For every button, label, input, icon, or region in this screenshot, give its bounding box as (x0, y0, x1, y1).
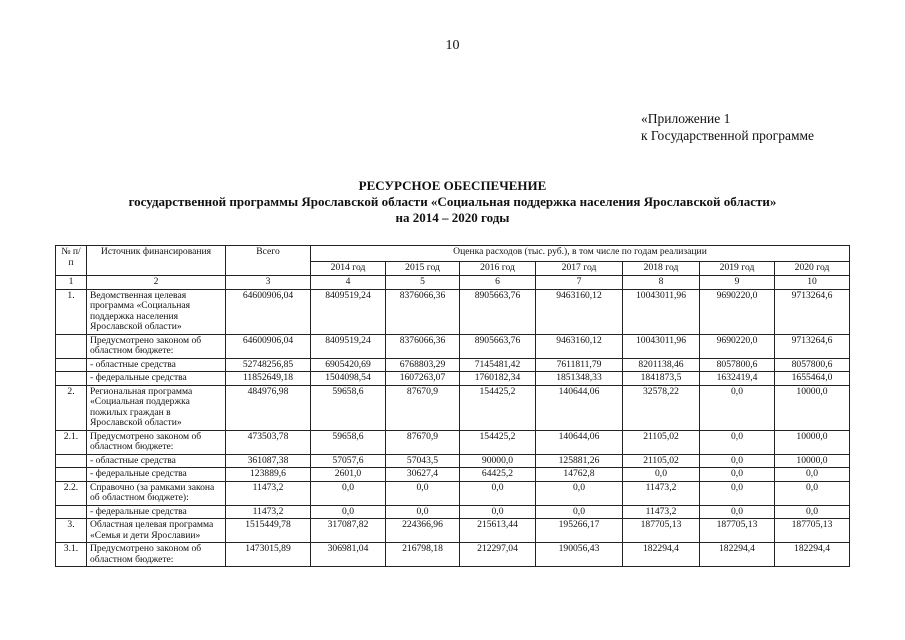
row-number: 3.1. (56, 543, 87, 567)
row-value: 0,0 (386, 481, 460, 505)
row-value: 32578,22 (623, 385, 700, 430)
row-number: 2. (56, 385, 87, 430)
row-value: 8201138,46 (623, 358, 700, 372)
row-value: 0,0 (700, 481, 775, 505)
column-index: 5 (386, 276, 460, 290)
row-value: 10043011,96 (623, 289, 700, 334)
table-row (56, 385, 850, 430)
row-value: 1504098,54 (311, 372, 386, 386)
row-value: 224366,96 (386, 519, 460, 543)
table-row (56, 289, 850, 334)
row-value: 30627,4 (386, 468, 460, 482)
row-value: 7611811,79 (536, 358, 623, 372)
row-value: 8057800,6 (775, 358, 850, 372)
row-value: 140644,06 (536, 385, 623, 430)
row-value: 7145481,42 (460, 358, 536, 372)
row-value: 125881,26 (536, 454, 623, 468)
row-source: Справочно (за рамками закона об областном бюджете): (87, 481, 226, 505)
column-index: 1 (56, 276, 87, 290)
page-number: 10 (445, 38, 460, 53)
row-value: 10043011,96 (623, 334, 700, 358)
row-number (56, 372, 87, 386)
row-value: 64425,2 (460, 468, 536, 482)
row-value: 187705,13 (775, 519, 850, 543)
header-year: 2017 год (536, 262, 623, 276)
row-source: Областная целевая программа «Семья и дети Ярославии» (87, 519, 226, 543)
row-value: 0,0 (460, 505, 536, 519)
row-value: 64600906,04 (226, 334, 311, 358)
row-value: 0,0 (775, 505, 850, 519)
table-row (56, 430, 850, 454)
row-value: 154425,2 (460, 385, 536, 430)
table-row (56, 334, 850, 358)
row-value: 9463160,12 (536, 289, 623, 334)
column-index: 6 (460, 276, 536, 290)
row-value: 64600906,04 (226, 289, 311, 334)
row-source: - областные средства (87, 454, 226, 468)
header-no: № п/п (56, 246, 87, 276)
row-value: 8376066,36 (386, 334, 460, 358)
row-value: 8376066,36 (386, 289, 460, 334)
row-value: 10000,0 (775, 454, 850, 468)
row-source: Предусмотрено законом об областном бюджете: (87, 430, 226, 454)
row-number (56, 505, 87, 519)
title-line-1: РЕСУРСНОЕ ОБЕСПЕЧЕНИЕ (358, 178, 547, 193)
row-value: 0,0 (311, 505, 386, 519)
row-value: 0,0 (536, 481, 623, 505)
appendix-line-2: к Государственной программе (641, 128, 815, 143)
document-title (0, 178, 905, 226)
row-value: 57057,6 (311, 454, 386, 468)
row-number: 3. (56, 519, 87, 543)
row-source: Ведомственная целевая программа «Социальная поддержка населения Ярославской области» (87, 289, 226, 334)
row-value: 21105,02 (623, 430, 700, 454)
row-value: 11473,2 (623, 481, 700, 505)
row-source: Предусмотрено законом об областном бюджете: (87, 543, 226, 567)
row-value: 1515449,78 (226, 519, 311, 543)
header-year: 2016 год (460, 262, 536, 276)
row-value: 0,0 (700, 430, 775, 454)
row-value: 8409519,24 (311, 289, 386, 334)
column-index: 8 (623, 276, 700, 290)
row-value: 1632419,4 (700, 372, 775, 386)
header-year: 2015 год (386, 262, 460, 276)
row-source: - федеральные средства (87, 372, 226, 386)
row-value: 190056,43 (536, 543, 623, 567)
table-row (56, 372, 850, 386)
table-row (56, 505, 850, 519)
row-value: 154425,2 (460, 430, 536, 454)
row-value: 0,0 (386, 505, 460, 519)
column-index: 10 (775, 276, 850, 290)
row-value: 1655464,0 (775, 372, 850, 386)
row-value: 1473015,89 (226, 543, 311, 567)
row-value: 9463160,12 (536, 334, 623, 358)
row-value: 87670,9 (386, 385, 460, 430)
header-year: 2014 год (311, 262, 386, 276)
row-source: - федеральные средства (87, 505, 226, 519)
row-value: 0,0 (536, 505, 623, 519)
row-value: 59658,6 (311, 385, 386, 430)
row-value: 1841873,5 (623, 372, 700, 386)
table-row (56, 481, 850, 505)
row-value: 21105,02 (623, 454, 700, 468)
row-number: 1. (56, 289, 87, 334)
row-value: 11473,2 (226, 481, 311, 505)
row-value: 9713264,6 (775, 289, 850, 334)
row-number: 2.1. (56, 430, 87, 454)
row-value: 10000,0 (775, 385, 850, 430)
row-value: 2601,0 (311, 468, 386, 482)
row-value: 195266,17 (536, 519, 623, 543)
header-year: 2018 год (623, 262, 700, 276)
row-value: 182294,4 (700, 543, 775, 567)
row-value: 59658,6 (311, 430, 386, 454)
appendix-reference (641, 110, 814, 144)
row-value: 8057800,6 (700, 358, 775, 372)
row-number (56, 468, 87, 482)
row-value: 0,0 (775, 481, 850, 505)
row-value: 317087,82 (311, 519, 386, 543)
row-value: 14762,8 (536, 468, 623, 482)
table-row (56, 519, 850, 543)
column-index: 4 (311, 276, 386, 290)
row-value: 216798,18 (386, 543, 460, 567)
header-year: 2020 год (775, 262, 850, 276)
row-value: 1851348,33 (536, 372, 623, 386)
header-estimate: Оценка расходов (тыс. руб.), в том числе по годам реализации (311, 246, 850, 262)
column-index: 2 (87, 276, 226, 290)
row-value: 10000,0 (775, 430, 850, 454)
row-source: Предусмотрено законом об областном бюджете: (87, 334, 226, 358)
row-value: 9690220,0 (700, 334, 775, 358)
row-value: 57043,5 (386, 454, 460, 468)
row-value: 473503,78 (226, 430, 311, 454)
table-row (56, 543, 850, 567)
table-row (56, 454, 850, 468)
row-value: 182294,4 (623, 543, 700, 567)
title-line-3: на 2014 – 2020 годы (395, 210, 510, 225)
row-value: 306981,04 (311, 543, 386, 567)
row-number (56, 454, 87, 468)
resource-table (55, 245, 850, 567)
row-value: 0,0 (700, 454, 775, 468)
row-value: 0,0 (623, 468, 700, 482)
row-value: 0,0 (700, 468, 775, 482)
row-value: 8905663,76 (460, 289, 536, 334)
row-number (56, 358, 87, 372)
row-number (56, 334, 87, 358)
row-value: 123889,6 (226, 468, 311, 482)
row-value: 1760182,34 (460, 372, 536, 386)
table-row (56, 358, 850, 372)
row-value: 140644,06 (536, 430, 623, 454)
row-value: 6768803,29 (386, 358, 460, 372)
row-value: 212297,04 (460, 543, 536, 567)
row-value: 361087,38 (226, 454, 311, 468)
row-source: - областные средства (87, 358, 226, 372)
row-value: 9690220,0 (700, 289, 775, 334)
row-value: 187705,13 (700, 519, 775, 543)
appendix-line-1: «Приложение 1 (641, 111, 731, 126)
row-source: - федеральные средства (87, 468, 226, 482)
row-value: 11473,2 (226, 505, 311, 519)
column-index: 9 (700, 276, 775, 290)
row-value: 11852649,18 (226, 372, 311, 386)
row-value: 0,0 (700, 505, 775, 519)
column-index: 3 (226, 276, 311, 290)
row-value: 6905420,69 (311, 358, 386, 372)
row-value: 90000,0 (460, 454, 536, 468)
row-value: 52748256,85 (226, 358, 311, 372)
row-value: 9713264,6 (775, 334, 850, 358)
row-value: 0,0 (700, 385, 775, 430)
row-value: 87670,9 (386, 430, 460, 454)
row-value: 11473,2 (623, 505, 700, 519)
column-index: 7 (536, 276, 623, 290)
row-source: Региональная программа «Социальная поддержка пожилых граждан в Ярославской области» (87, 385, 226, 430)
row-value: 0,0 (460, 481, 536, 505)
row-value: 484976,98 (226, 385, 311, 430)
row-value: 215613,44 (460, 519, 536, 543)
table-row (56, 468, 850, 482)
row-value: 0,0 (311, 481, 386, 505)
row-value: 8409519,24 (311, 334, 386, 358)
header-year: 2019 год (700, 262, 775, 276)
row-value: 182294,4 (775, 543, 850, 567)
row-number: 2.2. (56, 481, 87, 505)
title-line-2: государственной программы Ярославской области «Социальная поддержка населения Ярославской области» (128, 194, 777, 209)
row-value: 187705,13 (623, 519, 700, 543)
header-total: Всего (226, 246, 311, 276)
row-value: 0,0 (775, 468, 850, 482)
row-value: 1607263,07 (386, 372, 460, 386)
row-value: 8905663,76 (460, 334, 536, 358)
header-source: Источник финансирования (87, 246, 226, 276)
